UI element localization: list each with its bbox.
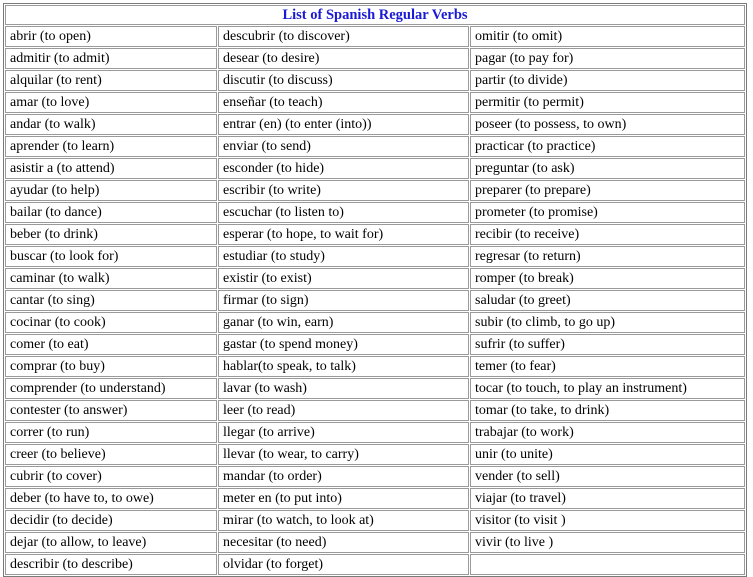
verb-cell: correr (to run) [5, 422, 217, 443]
verb-cell: gastar (to spend money) [218, 334, 469, 355]
verb-cell: cubrir (to cover) [5, 466, 217, 487]
verb-cell: omitir (to omit) [470, 26, 745, 47]
verb-cell: viajar (to travel) [470, 488, 745, 509]
verb-cell: existir (to exist) [218, 268, 469, 289]
verb-cell: llegar (to arrive) [218, 422, 469, 443]
table-row [5, 246, 745, 267]
table-row [5, 466, 745, 487]
verb-cell: unir (to unite) [470, 444, 745, 465]
verb-cell: pagar (to pay for) [470, 48, 745, 69]
table-body [5, 5, 745, 575]
verb-cell: comprender (to understand) [5, 378, 217, 399]
table-row [5, 224, 745, 245]
table-row [5, 510, 745, 531]
verb-cell: tomar (to take, to drink) [470, 400, 745, 421]
verb-cell: asistir a (to attend) [5, 158, 217, 179]
verb-cell: visitor (to visit ) [470, 510, 745, 531]
verb-cell: alquilar (to rent) [5, 70, 217, 91]
table-row [5, 554, 745, 575]
verb-cell: recibir (to receive) [470, 224, 745, 245]
table-row [5, 356, 745, 377]
verb-cell: mandar (to order) [218, 466, 469, 487]
table-row [5, 48, 745, 69]
title-row [5, 5, 745, 25]
verb-cell: tocar (to touch, to play an instrument) [470, 378, 745, 399]
spanish-verbs-table [4, 4, 746, 576]
verb-cell: dejar (to allow, to leave) [5, 532, 217, 553]
verb-cell: leer (to read) [218, 400, 469, 421]
verb-cell: buscar (to look for) [5, 246, 217, 267]
table-row [5, 26, 745, 47]
verb-cell: enviar (to send) [218, 136, 469, 157]
table-row [5, 334, 745, 355]
verb-list-container [3, 3, 747, 577]
verb-cell: regresar (to return) [470, 246, 745, 267]
table-row [5, 92, 745, 113]
table-row [5, 202, 745, 223]
table-row [5, 180, 745, 201]
table-row [5, 400, 745, 421]
verb-cell: desear (to desire) [218, 48, 469, 69]
verb-cell: creer (to believe) [5, 444, 217, 465]
verb-cell: mirar (to watch, to look at) [218, 510, 469, 531]
verb-cell: partir (to divide) [470, 70, 745, 91]
verb-cell: trabajar (to work) [470, 422, 745, 443]
verb-cell: comer (to eat) [5, 334, 217, 355]
verb-cell: cocinar (to cook) [5, 312, 217, 333]
verb-cell: decidir (to decide) [5, 510, 217, 531]
verb-cell: abrir (to open) [5, 26, 217, 47]
verb-cell: estudiar (to study) [218, 246, 469, 267]
verb-cell: temer (to fear) [470, 356, 745, 377]
verb-cell: discutir (to discuss) [218, 70, 469, 91]
verb-cell: meter en (to put into) [218, 488, 469, 509]
table-row [5, 422, 745, 443]
verb-cell: cantar (to sing) [5, 290, 217, 311]
verb-cell: bailar (to dance) [5, 202, 217, 223]
table-row [5, 312, 745, 333]
verb-cell: ayudar (to help) [5, 180, 217, 201]
verb-cell: permitir (to permit) [470, 92, 745, 113]
verb-cell: contester (to answer) [5, 400, 217, 421]
verb-cell: prometer (to promise) [470, 202, 745, 223]
verb-cell: llevar (to wear, to carry) [218, 444, 469, 465]
verb-cell: deber (to have to, to owe) [5, 488, 217, 509]
verb-cell [470, 554, 745, 575]
verb-cell: beber (to drink) [5, 224, 217, 245]
verb-cell: lavar (to wash) [218, 378, 469, 399]
verb-cell: preparer (to prepare) [470, 180, 745, 201]
table-title: List of Spanish Regular Verbs [5, 5, 745, 25]
verb-cell: ganar (to win, earn) [218, 312, 469, 333]
verb-cell: entrar (en) (to enter (into)) [218, 114, 469, 135]
table-row [5, 158, 745, 179]
verb-cell: caminar (to walk) [5, 268, 217, 289]
verb-cell: escribir (to write) [218, 180, 469, 201]
verb-cell: esconder (to hide) [218, 158, 469, 179]
verb-cell: comprar (to buy) [5, 356, 217, 377]
verb-cell: poseer (to possess, to own) [470, 114, 745, 135]
verb-cell: esperar (to hope, to wait for) [218, 224, 469, 245]
verb-cell: subir (to climb, to go up) [470, 312, 745, 333]
verb-cell: saludar (to greet) [470, 290, 745, 311]
verb-cell: preguntar (to ask) [470, 158, 745, 179]
table-row [5, 444, 745, 465]
verb-cell: descubrir (to discover) [218, 26, 469, 47]
verb-cell: enseñar (to teach) [218, 92, 469, 113]
verb-cell: escuchar (to listen to) [218, 202, 469, 223]
verb-cell: hablar(to speak, to talk) [218, 356, 469, 377]
table-row [5, 488, 745, 509]
table-row [5, 114, 745, 135]
verb-cell: vivir (to live ) [470, 532, 745, 553]
verb-cell: vender (to sell) [470, 466, 745, 487]
verb-cell: amar (to love) [5, 92, 217, 113]
table-row [5, 378, 745, 399]
verb-cell: olvidar (to forget) [218, 554, 469, 575]
verb-cell: romper (to break) [470, 268, 745, 289]
verb-cell: sufrir (to suffer) [470, 334, 745, 355]
verb-cell: describir (to describe) [5, 554, 217, 575]
verb-cell: admitir (to admit) [5, 48, 217, 69]
verb-cell: andar (to walk) [5, 114, 217, 135]
verb-cell: firmar (to sign) [218, 290, 469, 311]
verb-cell: necesitar (to need) [218, 532, 469, 553]
table-row [5, 136, 745, 157]
verb-cell: aprender (to learn) [5, 136, 217, 157]
verb-cell: practicar (to practice) [470, 136, 745, 157]
table-row [5, 268, 745, 289]
table-row [5, 532, 745, 553]
table-row [5, 70, 745, 91]
table-row [5, 290, 745, 311]
